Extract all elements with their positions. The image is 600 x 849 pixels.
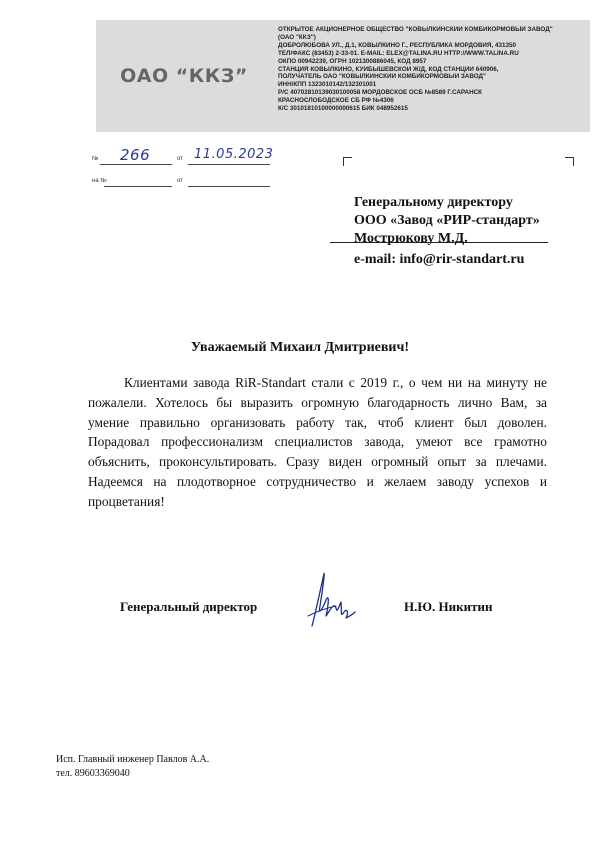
company-logo [96, 20, 272, 132]
ref-date-label: от [177, 178, 183, 184]
signatory-name: Н.Ю. Никитин [404, 599, 493, 614]
addressee-underline [330, 242, 548, 243]
requisite-line: СТАНЦИЯ КОВЫЛКИНО, КУЙБЫШЕВСКОЙ Ж/Д, КОД СТАНЦИИ 640906, [278, 65, 499, 73]
ref-number-label: на № [92, 178, 107, 184]
requisite-line: ИНН/КПП 1323010142/132301001 [278, 81, 377, 89]
handwritten-date: 11.05.2023 [194, 147, 274, 162]
addressee-company: ООО «Завод «РИР-стандарт» [354, 213, 540, 228]
greeting: Уважаемый Михаил Дмитриевич! [190, 340, 410, 355]
executor-info [56, 753, 209, 781]
ref-date-line [188, 177, 270, 187]
addressee-position: Генеральному директору [354, 195, 513, 210]
logo-text: ОАО “ККЗ” [120, 65, 248, 87]
requisite-line: КРАСНОСЛОБОДСКОЕ СБ РФ №4306 [278, 97, 394, 105]
executor-name: Исп. Главный инженер Павлов А.А. [56, 754, 210, 765]
date-label: от [177, 156, 183, 162]
requisite-line: ПОЛУЧАТЕЛЬ ОАО "КОВЫЛКИНСКИЙ КОМБИКОРМОВЫЙ ЗАВОД" [278, 73, 487, 81]
requisite-line: Р/С 40702810139030100058 МОРДОВСКОЕ ОСБ №8589 Г.САРАНСК [278, 89, 483, 97]
letterhead [96, 20, 590, 132]
company-requisites [278, 26, 584, 113]
signatory-position: Генеральный директор [120, 599, 258, 614]
corner-mark-left [343, 157, 352, 166]
requisite-line: (ОАО "ККЗ") [278, 33, 316, 41]
requisite-line: К/С 30101810100000000615 БИК 048952615 [278, 105, 408, 113]
corner-mark-right [565, 157, 574, 166]
addressee-email: e-mail: info@rir-standart.ru [354, 252, 525, 267]
number-label: № [92, 156, 99, 162]
executor-phone: тел. 89603369040 [56, 768, 130, 779]
requisite-line: ОТКРЫТОЕ АКЦИОНЕРНОЕ ОБЩЕСТВО "КОВЫЛКИНСКИЙ КОМБИКОРМОВЫЙ ЗАВОД" [278, 26, 553, 33]
requisite-line: ДОБРОЛЮБОВА УЛ., Д.1, КОВЫЛКИНО Г., РЕСПУБЛИКА МОРДОВИЯ, 431350 [278, 41, 516, 49]
letter-body: Клиентами завода RiR-Standart стали с 2019 г., о чем ни на минуту не пожалели. Хотелось бы выразить огромную благодарность лично Вам, за умение правильно организовать работу так, чтоб клиент был доволен. Порадовал профессионализм специалистов завода, умеют все грамотно объяснить, проконсультировать. Сразу виден огромный опыт за плечами. Надеемся на плодотворное сотрудничество и желаем заводу успехов и процветания! [88, 375, 547, 509]
requisite-line: ОКПО 00942239, ОГРН 1021300886045, КОД 8957 [278, 57, 427, 65]
handwritten-signature [306, 566, 358, 632]
requisite-line: ТЕЛ/ФАКС (83453) 2-33-01. E-MAIL: ELEX@TALINA.RU HTTP://WWW.TALINA.RU [278, 49, 519, 57]
ref-number-line [104, 177, 172, 187]
addressee-name: Мострюкову М.Д. [354, 231, 468, 246]
addressee-block [354, 194, 540, 269]
handwritten-number: 266 [120, 146, 151, 164]
